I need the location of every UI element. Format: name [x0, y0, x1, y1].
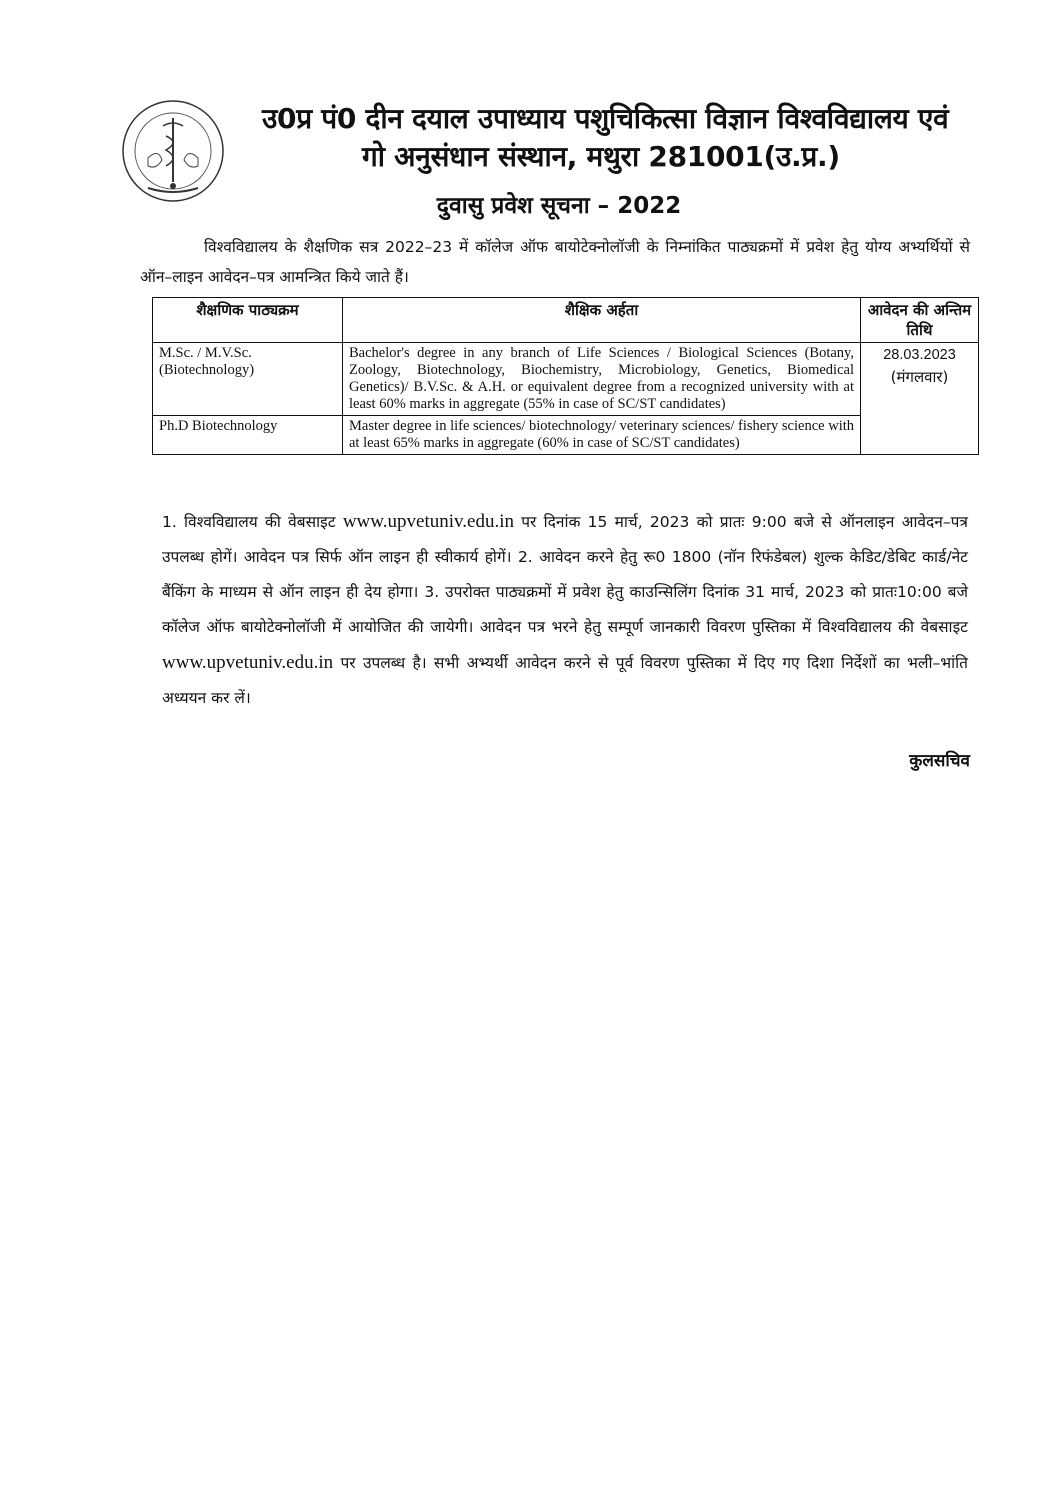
- table-header-row: [153, 298, 979, 343]
- qualification-cell: Master degree in life sciences/ biotechnology/ veterinary sciences/ fishery science with at least 65% marks in aggregate (60% in case of SC/ST candidates): [343, 416, 861, 455]
- university-title-line1: उ0प्र पं0 दीन दयाल उपाध्याय पशुचिकित्सा विज्ञान विश्वविद्यालय एवं: [262, 102, 949, 135]
- intro-paragraph: [140, 232, 970, 292]
- website-link[interactable]: www.upvetuniv.edu.in: [162, 652, 334, 673]
- instructions-part3: पर उपलब्ध है। सभी अभ्यर्थी आवेदन करने से पूर्व विवरण पुस्तिका में दिए गए दिशा निर्देशों का भली–भांति अध्ययन कर लें।: [162, 654, 968, 707]
- table-row: [153, 343, 979, 416]
- table-row: [153, 416, 979, 455]
- last-date-cell: [861, 343, 979, 455]
- course-cell: Ph.D Biotechnology: [153, 416, 343, 455]
- notice-title: दुवासु प्रवेश सूचना – 2022: [436, 193, 682, 219]
- instructions-part2: पर दिनांक 15 मार्च, 2023 को प्रातः 9:00 बजे से ऑनलाइन आवेदन–पत्र उपलब्ध होगें। आवेदन पत्र सिर्फ ऑन लाइन ही स्वीकार्य होगें। 2. आवेदन करने हेतु रू0 1800 (नॉन रिफंडेबल) शुल्क केडिट/डेबिट कार्ड/नेट बैंकिंग के माध्यम से ऑन लाइन ही देय होगा। 3. उपरोक्त पाठ्यक्रमों में प्रवेश हेतु काउन्सिलिंग दिनांक 31 मार्च, 2023 को प्रातः10:00 बजे कॉलेज ऑफ बायोटेक्नोलॉजी में आयोजित की जायेगी। आवेदन पत्र भरने हेतु सम्पूर्ण जानकारी विवरण पुस्तिका में विश्वविद्यालय की वेबसाइट: [162, 513, 968, 636]
- last-date-day: (मंगलवार): [890, 368, 949, 386]
- courses-table: [152, 297, 979, 455]
- header-course: शैक्षणिक पाठ्यक्रम: [153, 298, 343, 343]
- signature-registrar: कुलसचिव: [909, 751, 970, 771]
- qualification-cell: Bachelor's degree in any branch of Life Sciences / Biological Sciences (Botany, Zoology, Biotechnology, Biochemistry, Microbiology, Genetics, Biomedical Genetics)/ B.V.Sc. & A.H. or equivalent degree from a recognized university with at least 60% marks in aggregate (55% in case of SC/ST candidates): [343, 343, 861, 416]
- last-date-value: 28.03.2023: [883, 347, 956, 363]
- instructions-part1: 1. विश्वविद्यालय की वेबसाइट: [162, 513, 336, 531]
- website-link[interactable]: www.upvetuniv.edu.in: [342, 511, 514, 532]
- university-title: [262, 100, 962, 176]
- header-qualification: शैक्षिक अर्हता: [343, 298, 861, 343]
- instructions-paragraph: [162, 504, 968, 716]
- intro-text: विश्वविद्यालय के शैक्षणिक सत्र 2022–23 में कॉलेज ऑफ बायोटेक्नोलॉजी के निम्नांकित पाठ्यक्रमों में प्रवेश हेतु योग्य अभ्यर्थियों से ऑन–लाइन आवेदन–पत्र आमन्त्रित किये जाते हैं।: [140, 238, 970, 286]
- header-last-date: आवेदन की अन्तिम तिथि: [861, 298, 979, 343]
- course-cell: M.Sc. / M.V.Sc. (Biotechnology): [153, 343, 343, 416]
- university-title-line2: गो अनुसंधान संस्थान, मथुरा 281001(उ.प्र.): [362, 140, 840, 173]
